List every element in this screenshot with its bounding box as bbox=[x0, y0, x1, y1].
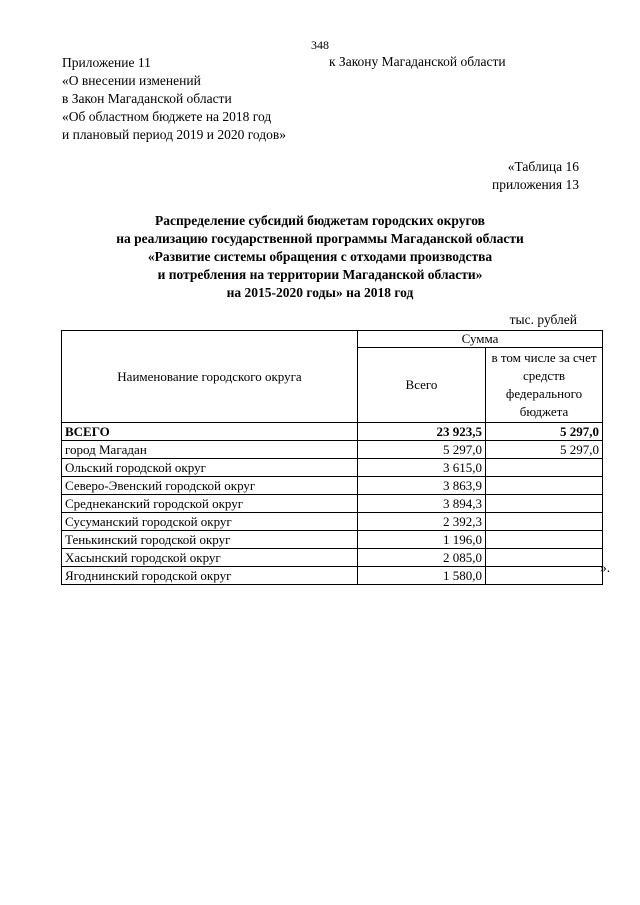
law-reference: к Закону Магаданской области bbox=[329, 54, 506, 69]
row-name: Сусуманский городской округ bbox=[62, 513, 358, 531]
table-reference bbox=[400, 158, 579, 194]
appendix-line: «О внесении изменений bbox=[62, 73, 201, 88]
table-reference-line: «Таблица 16 bbox=[507, 159, 579, 174]
row-total: 2 085,0 bbox=[358, 549, 486, 567]
row-total: 3 615,0 bbox=[358, 459, 486, 477]
title-line: на реализацию государственной программы Магаданской области bbox=[116, 231, 524, 246]
table-row bbox=[62, 531, 603, 549]
page-number: 348 bbox=[311, 38, 329, 52]
total-all: 23 923,5 bbox=[358, 423, 486, 441]
row-federal bbox=[486, 549, 603, 567]
row-name: Хасынский городской округ bbox=[62, 549, 358, 567]
row-federal bbox=[486, 477, 603, 495]
row-name: Ольский городской округ bbox=[62, 459, 358, 477]
row-total: 2 392,3 bbox=[358, 513, 486, 531]
table-row bbox=[62, 441, 603, 459]
row-federal bbox=[486, 531, 603, 549]
table-total-row bbox=[62, 423, 603, 441]
header-total: Всего bbox=[358, 348, 486, 423]
title-line: Распределение субсидий бюджетам городских округов bbox=[155, 213, 485, 228]
subsidy-table bbox=[61, 330, 603, 585]
table-header-row bbox=[62, 331, 603, 348]
header-federal: в том числе за счет средств федерального бюджета bbox=[486, 348, 603, 423]
row-name: Тенькинский городской округ bbox=[62, 531, 358, 549]
row-name: город Магадан bbox=[62, 441, 358, 459]
row-total: 3 863,9 bbox=[358, 477, 486, 495]
title-line: и потребления на территории Магаданской области» bbox=[157, 267, 483, 282]
units-label: тыс. рублей bbox=[509, 312, 577, 327]
header-sum: Сумма bbox=[358, 331, 603, 348]
header-name: Наименование городского округа bbox=[62, 331, 358, 423]
appendix-line: Приложение 11 bbox=[62, 55, 151, 70]
row-name: Среднеканский городской округ bbox=[62, 495, 358, 513]
appendix-line: и плановый период 2019 и 2020 годов» bbox=[62, 127, 287, 142]
row-federal bbox=[486, 567, 603, 585]
table-row bbox=[62, 459, 603, 477]
row-total: 5 297,0 bbox=[358, 441, 486, 459]
document-title bbox=[0, 212, 640, 302]
appendix-line: «Об областном бюджете на 2018 год bbox=[62, 109, 272, 124]
row-federal bbox=[486, 513, 603, 531]
table-row bbox=[62, 495, 603, 513]
closing-quote-mark: ». bbox=[600, 560, 611, 575]
row-federal bbox=[486, 459, 603, 477]
appendix-line: в Закон Магаданской области bbox=[62, 91, 232, 106]
row-name: Северо-Эвенский городской округ bbox=[62, 477, 358, 495]
title-line: «Развитие системы обращения с отходами производства bbox=[147, 249, 493, 264]
row-total: 3 894,3 bbox=[358, 495, 486, 513]
table-row bbox=[62, 567, 603, 585]
table-row bbox=[62, 549, 603, 567]
total-federal: 5 297,0 bbox=[486, 423, 603, 441]
row-name: Ягоднинский городской округ bbox=[62, 567, 358, 585]
row-total: 1 580,0 bbox=[358, 567, 486, 585]
table-row bbox=[62, 477, 603, 495]
table-row bbox=[62, 513, 603, 531]
row-federal: 5 297,0 bbox=[486, 441, 603, 459]
total-name: ВСЕГО bbox=[62, 423, 358, 441]
row-federal bbox=[486, 495, 603, 513]
table-reference-line: приложения 13 bbox=[491, 177, 579, 192]
title-line: на 2015-2020 годы» на 2018 год bbox=[226, 285, 414, 300]
row-total: 1 196,0 bbox=[358, 531, 486, 549]
appendix-header bbox=[62, 54, 286, 144]
